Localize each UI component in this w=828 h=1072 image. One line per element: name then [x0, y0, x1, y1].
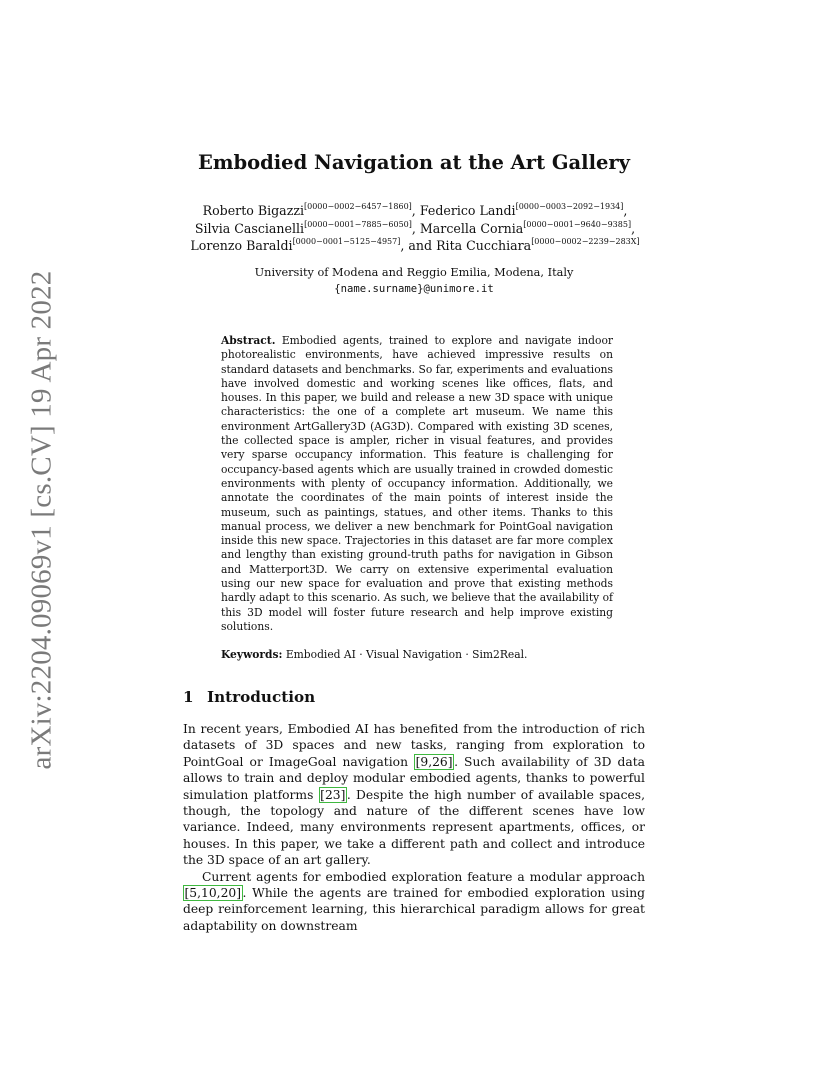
abstract [221, 334, 613, 634]
author-separator: , and [400, 238, 437, 253]
paragraph [183, 721, 645, 869]
author-orcid: [0000−0002−2239−283X] [531, 237, 640, 246]
email: {name.surname}@unimore.it [334, 283, 494, 295]
citation-link[interactable]: [23] [320, 787, 346, 802]
section-number: 1 [183, 688, 194, 706]
abstract-label: Abstract. [221, 334, 276, 347]
affiliation: University of Modena and Reggio Emilia, Modena, Italy [254, 266, 574, 279]
paragraph-text: Current agents for embodied exploration feature a modular approach [202, 869, 645, 884]
abstract-text: Embodied agents, trained to explore and navigate indoor photorealistic environments, have achieved impressive results on standard datasets and benchmarks. So far, experiments and evaluations have involved domestic and working scenes like offices, flats, and houses. In this paper, we build and release a new 3D space with unique characteristics: the one of a complete art museum. We name this environment ArtGallery3D (AG3D). Compared with existing 3D scenes, the collected space is ampler, richer in visual features, and provides very sparse occupancy information. This feature is challenging for occupancy-based agents which are usually trained in crowded domestic environments with plenty of occupancy information. Additionally, we annotate the coordinates of the main points of interest inside the museum, such as paintings, statues, and other items. Thanks to this manual process, we deliver a new benchmark for PointGoal navigation inside this new space. Trajectories in this dataset are far more complex and lengthy than existing ground-truth paths for navigation in Gibson and Matterport3D. We carry on extensive experimental evaluation using our new space for evaluation and prove that existing methods hardly adapt to this scenario. As such, we believe that the availability of this 3D model will foster future research and help improve existing solutions. [221, 334, 613, 633]
author-separator: , [623, 203, 628, 218]
paragraph-text: In recent years, Embodied AI has benefited from the introduction of rich datasets of 3D spaces and new tasks, ranging from exploration to PointGoal or ImageGoal navigation [183, 722, 645, 769]
author-separator: , [411, 220, 420, 236]
author-name: Federico Landi [419, 203, 516, 218]
keywords [221, 648, 613, 662]
author-orcid: [0000−0003−2092−1934] [515, 202, 624, 211]
keywords-text: Embodied AI · Visual Navigation · Sim2Real. [285, 648, 528, 661]
paragraph-text: . While the agents are trained for embodied exploration using deep reinforcement learning, this hierarchical paradigm allows for great adaptability on downstream [183, 886, 645, 933]
paragraph [183, 869, 645, 935]
author-separator: , [631, 220, 636, 236]
author-separator: , [411, 203, 420, 218]
author-name: Marcella Cornia [419, 220, 524, 236]
section-title: Introduction [207, 688, 316, 706]
author-list [150, 202, 680, 255]
arxiv-identifier: arXiv:2204.09069v1 [cs.CV] 19 Apr 2022 [25, 270, 58, 770]
author-orcid: [0000−0001−5125−4957] [292, 237, 401, 246]
paragraph-text: . Despite the high number of available spaces, though, the topology and nature of the different scenes have low variance. Indeed, many environments represent apartments, offices, or houses. In this paper, we take a different path and collect and introduce the 3D space of an art gallery. [183, 787, 646, 868]
keywords-label: Keywords: [221, 648, 283, 661]
citation-link[interactable]: [9,26] [415, 754, 453, 769]
author-name: Lorenzo Baraldi [190, 238, 293, 253]
author-orcid: [0000−0001−9640−9385] [523, 219, 632, 229]
author-name: Roberto Bigazzi [202, 203, 304, 218]
paper-title: Embodied Navigation at the Art Gallery [198, 151, 630, 174]
author-orcid: [0000−0002−6457−1860] [304, 202, 412, 211]
paragraph-text: . Such availability of 3D data allows to train and deploy modular embodied agents, thanks to powerful simulation platforms [183, 754, 645, 802]
section-heading [183, 688, 315, 706]
affiliation-block [0, 265, 828, 297]
author-name: Silvia Cascianelli [194, 220, 305, 236]
author-name: Rita Cucchiara [436, 238, 532, 253]
author-orcid: [0000−0001−7885−6050] [304, 219, 412, 229]
citation-link[interactable]: [5,10,20] [184, 886, 242, 901]
introduction-body [183, 721, 645, 934]
